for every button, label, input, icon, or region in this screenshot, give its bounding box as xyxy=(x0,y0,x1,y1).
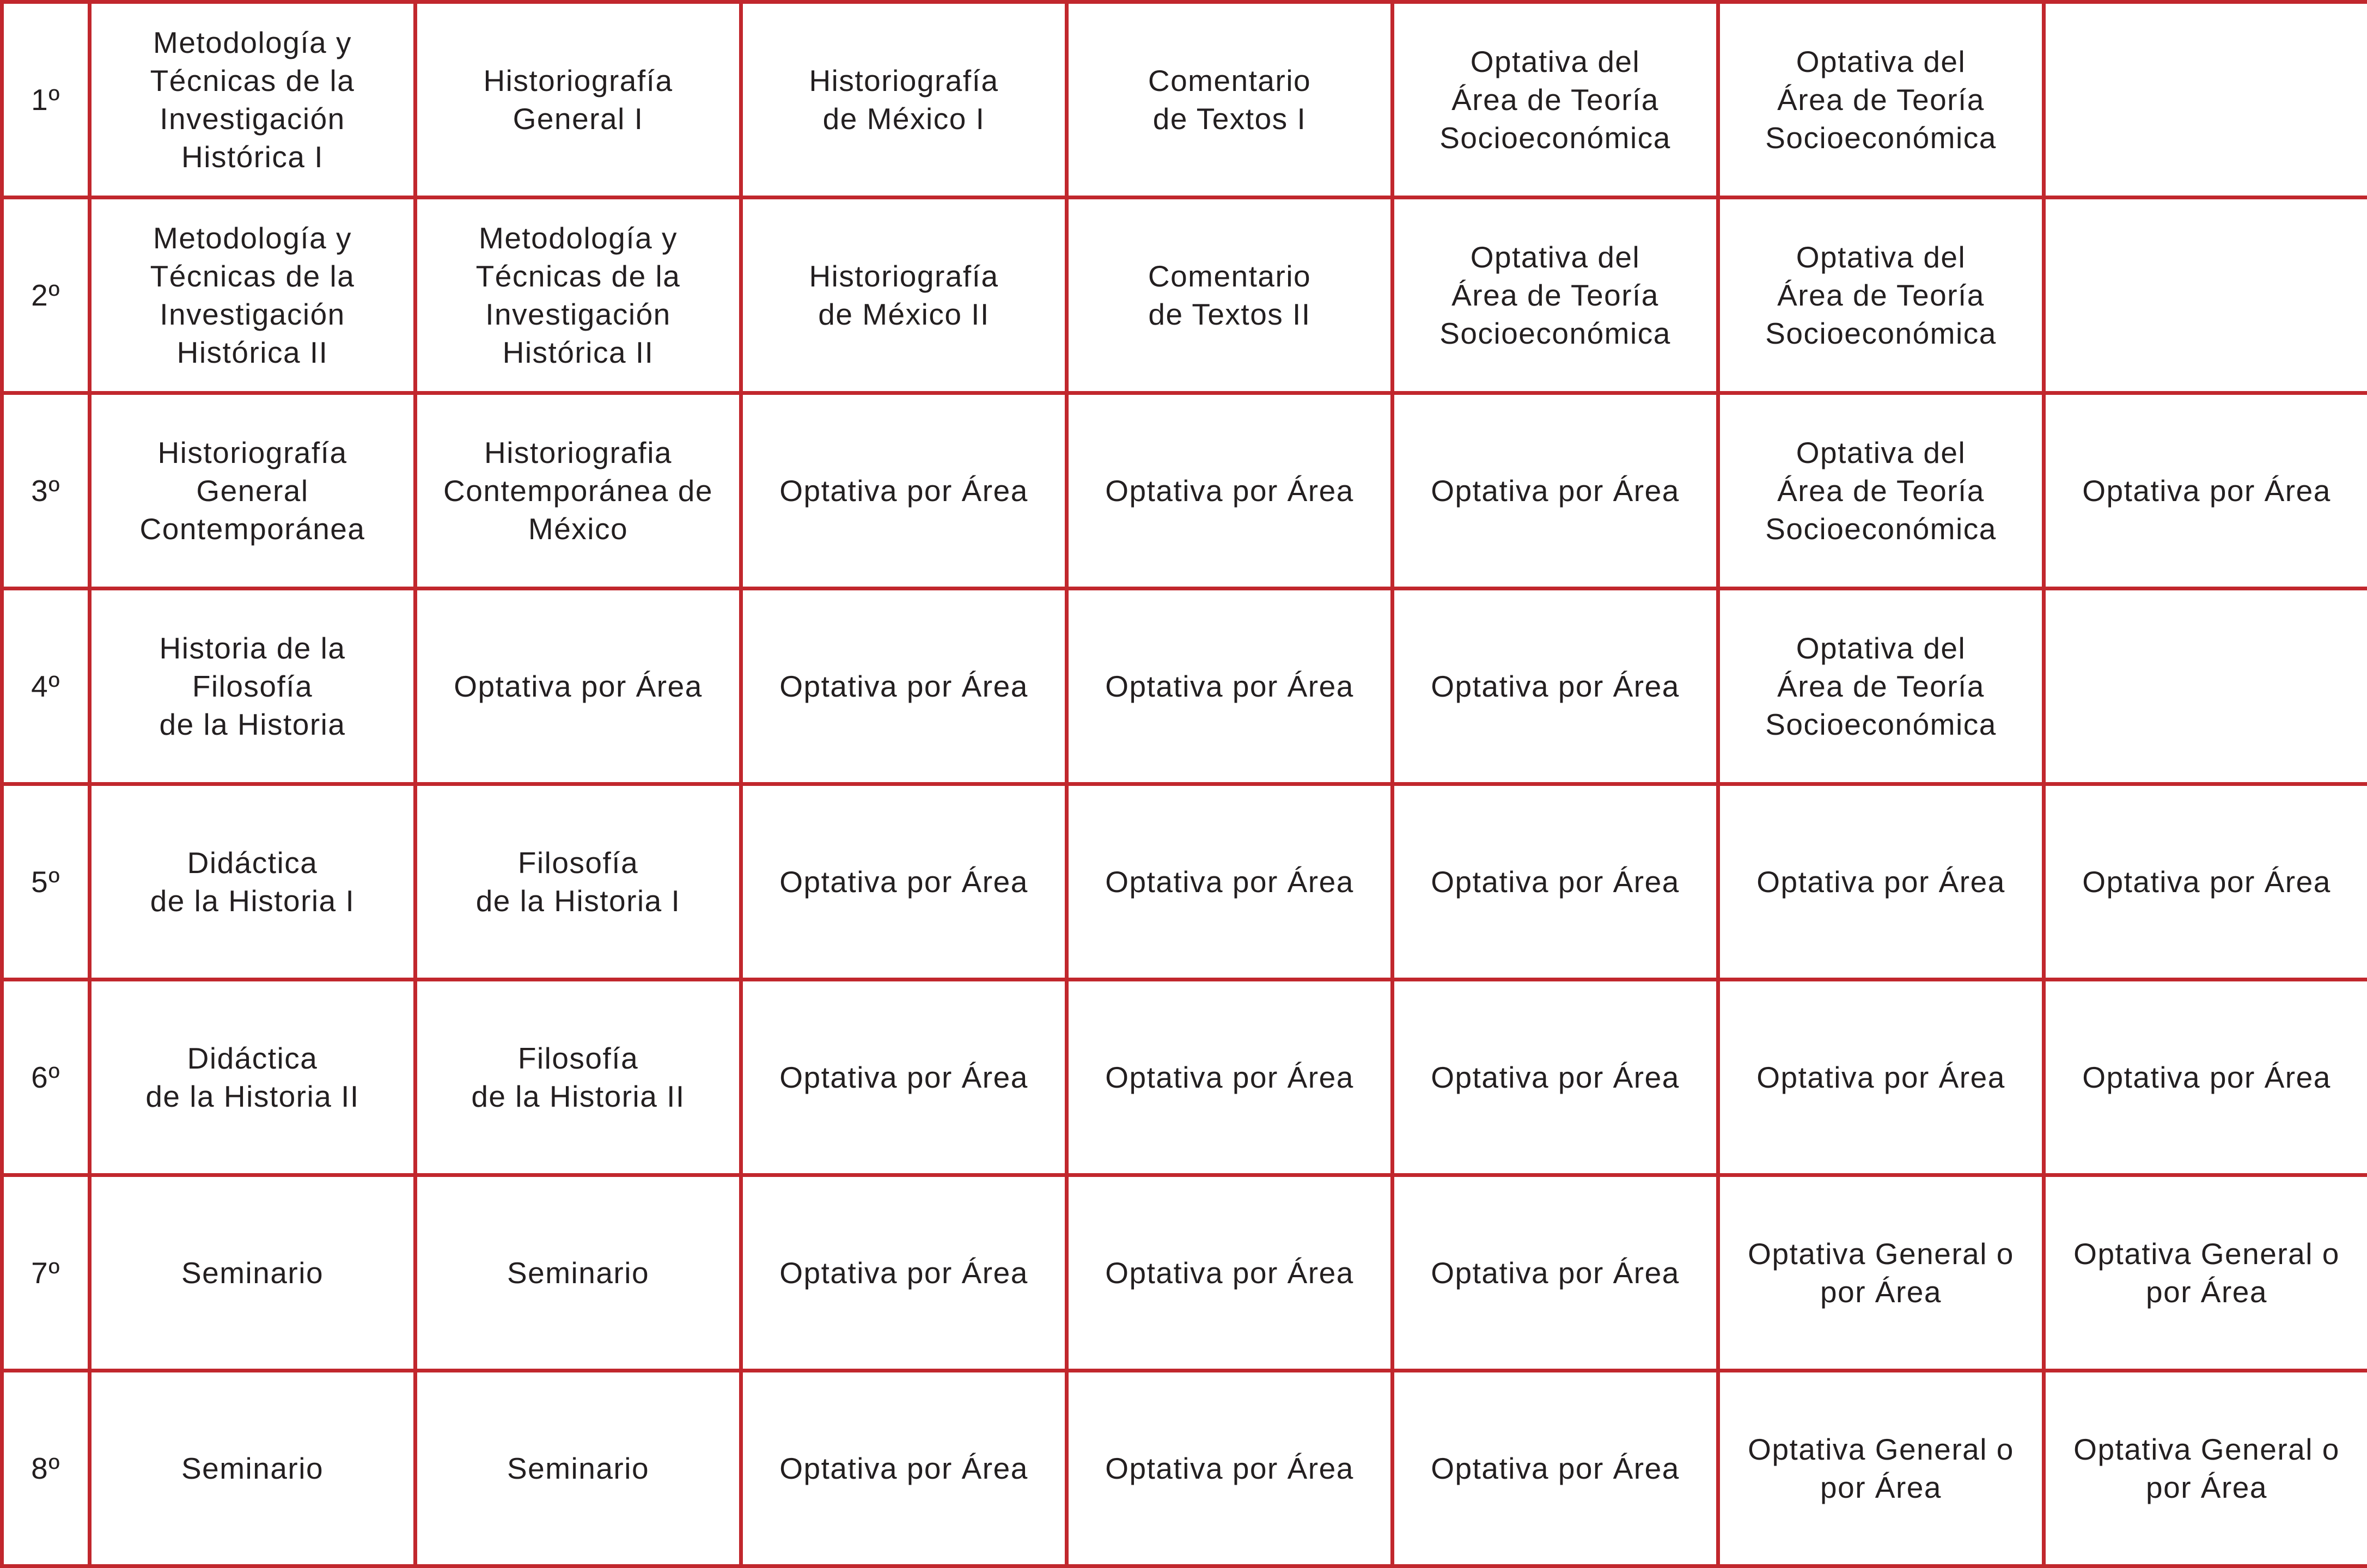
semester-label: 8º xyxy=(2,1371,90,1566)
table-row xyxy=(2,2,2367,198)
course-cell: Optativa por Área xyxy=(1393,393,1718,589)
semester-label: 6º xyxy=(2,980,90,1175)
course-cell: Optativa por Área xyxy=(741,1175,1067,1371)
semester-label: 7º xyxy=(2,1175,90,1371)
course-cell: Optativa por Área xyxy=(1067,784,1393,980)
course-cell: Optativa General o por Área xyxy=(1718,1175,2044,1371)
semester-label: 4º xyxy=(2,589,90,784)
course-cell: Comentario de Textos II xyxy=(1067,198,1393,393)
course-cell: Historiografía de México I xyxy=(741,2,1067,198)
course-cell: Optativa por Área xyxy=(1393,589,1718,784)
semester-label: 1º xyxy=(2,2,90,198)
course-cell: Didáctica de la Historia I xyxy=(90,784,416,980)
course-cell: Historiografia Contemporánea de México xyxy=(416,393,741,589)
course-cell: Metodología y Técnicas de la Investigación Histórica II xyxy=(416,198,741,393)
course-cell: Optativa por Área xyxy=(741,589,1067,784)
table-row xyxy=(2,1175,2367,1371)
course-cell: Optativa por Área xyxy=(1718,784,2044,980)
course-cell: Optativa por Área xyxy=(1067,393,1393,589)
course-cell: Seminario xyxy=(416,1371,741,1566)
course-cell: Optativa por Área xyxy=(1067,1175,1393,1371)
course-cell: Historiografía de México II xyxy=(741,198,1067,393)
course-cell: Optativa por Área xyxy=(416,589,741,784)
table-row xyxy=(2,784,2367,980)
table-row xyxy=(2,1371,2367,1566)
course-cell: Metodología y Técnicas de la Investigación Histórica I xyxy=(90,2,416,198)
course-cell: Optativa General o por Área xyxy=(2044,1371,2367,1566)
course-cell: Metodología y Técnicas de la Investigación Histórica II xyxy=(90,198,416,393)
course-cell: Optativa por Área xyxy=(741,393,1067,589)
semester-label: 5º xyxy=(2,784,90,980)
course-cell: Seminario xyxy=(90,1175,416,1371)
course-cell: Seminario xyxy=(90,1371,416,1566)
course-cell: Optativa por Área xyxy=(741,980,1067,1175)
course-cell: Optativa por Área xyxy=(2044,980,2367,1175)
course-cell xyxy=(2044,198,2367,393)
course-cell: Seminario xyxy=(416,1175,741,1371)
semester-label: 2º xyxy=(2,198,90,393)
course-cell: Optativa del Área de Teoría Socioeconómica xyxy=(1718,2,2044,198)
course-cell: Filosofía de la Historia I xyxy=(416,784,741,980)
course-cell: Optativa por Área xyxy=(2044,784,2367,980)
course-cell: Historia de la Filosofía de la Historia xyxy=(90,589,416,784)
course-cell: Didáctica de la Historia II xyxy=(90,980,416,1175)
course-cell: Optativa por Área xyxy=(741,1371,1067,1566)
course-cell: Optativa por Área xyxy=(1393,1175,1718,1371)
course-cell: Historiografía General I xyxy=(416,2,741,198)
course-cell: Filosofía de la Historia II xyxy=(416,980,741,1175)
course-cell: Optativa por Área xyxy=(1718,980,2044,1175)
table-row xyxy=(2,980,2367,1175)
course-cell: Optativa por Área xyxy=(2044,393,2367,589)
semester-label: 3º xyxy=(2,393,90,589)
course-cell: Optativa del Área de Teoría Socioeconómica xyxy=(1393,198,1718,393)
course-cell: Optativa por Área xyxy=(1067,589,1393,784)
course-cell: Optativa General o por Área xyxy=(2044,1175,2367,1371)
course-cell: Optativa del Área de Teoría Socioeconómica xyxy=(1393,2,1718,198)
table-row xyxy=(2,198,2367,393)
course-cell: Optativa por Área xyxy=(1067,1371,1393,1566)
course-cell: Optativa del Área de Teoría Socioeconómica xyxy=(1718,198,2044,393)
course-cell xyxy=(2044,2,2367,198)
course-cell xyxy=(2044,589,2367,784)
course-cell: Historiografía General Contemporánea xyxy=(90,393,416,589)
course-cell: Optativa por Área xyxy=(1393,980,1718,1175)
course-cell: Optativa por Área xyxy=(1393,1371,1718,1566)
course-cell: Optativa del Área de Teoría Socioeconómica xyxy=(1718,393,2044,589)
course-cell: Optativa por Área xyxy=(1067,980,1393,1175)
course-cell: Optativa del Área de Teoría Socioeconómica xyxy=(1718,589,2044,784)
table-row xyxy=(2,589,2367,784)
course-cell: Optativa por Área xyxy=(1393,784,1718,980)
table-row xyxy=(2,393,2367,589)
course-cell: Optativa General o por Área xyxy=(1718,1371,2044,1566)
course-cell: Optativa por Área xyxy=(741,784,1067,980)
course-cell: Comentario de Textos I xyxy=(1067,2,1393,198)
